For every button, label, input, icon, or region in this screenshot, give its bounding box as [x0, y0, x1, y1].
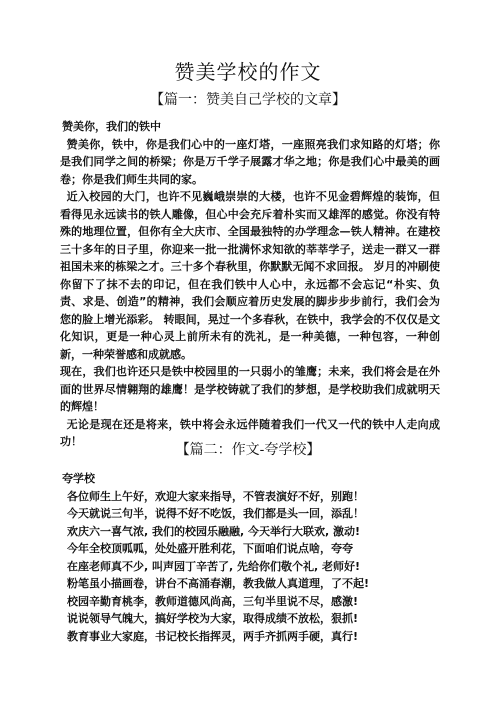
poem-line: 教育事业大家庭，书记校长指挥灵，两手齐抓两手硬，真行! [67, 629, 359, 643]
paragraph: 现在，我们也许还只是铁中校园里的一只弱小的雏鹰；未来，我们将会是在外面的世界尽情翱翔的雄鹰！是学校铸就了我们的梦想，是学校助我们成就明天的辉煌！ [60, 365, 440, 413]
poem-line: 今天就说三句半，说得不好不吃饭，我们都是头一回，添乱！ [67, 507, 364, 520]
document-title: 赞美学校的作文 [174, 60, 322, 84]
section-2-body [60, 470, 440, 645]
poem-line: 说说领导气魄大，搞好学校为大家，取得成绩不放松，狠抓! [67, 612, 359, 625]
section-heading-1: 【篇一：赞美自己学校的文章】 [150, 92, 346, 108]
poem-line: 欢庆六一喜气浓, 我们的校园乐融融, 今天举行大联欢, 激动! [67, 524, 361, 538]
section-1-subtitle: 赞美你，我们的铁中 [62, 120, 161, 133]
section-1-body [60, 118, 440, 451]
section-2-subtitle: 夸学校 [62, 472, 95, 485]
section-heading-2: 【篇二：作文-夸学校】 [175, 442, 321, 458]
poem-line: 各位师生上午好，欢迎大家来指导，不管表演好不好，别跑！ [67, 489, 364, 503]
paragraph: 赞美你，铁中，你是我们心中的一座灯塔，一座照亮我们求知路的灯塔；你是我们同学之间的桥梁；你是万千学子展露才华之地；你是我们心中最美的画卷；你是我们师生共同的家。 [60, 137, 440, 186]
paragraph: 无论是现在还是将来，铁中将会永远伴随着我们一代又一代的铁中人走向成功！ [60, 417, 440, 448]
poem-line: 粉笔虽小描画卷，讲台不高涌春潮，教我做人真道理，了不起! [67, 577, 370, 590]
poem-line: 校园辛勤育桃李，教师道德风尚高，三句半里说不尽，感激! [67, 594, 359, 608]
paragraph: 近入校园的大门，也许不见巍峨崇崇的大楼，也许不见金碧辉煌的装饰，但看得见永远读书的铁人雕像，但心中会充斥着朴实而又雄浑的感觉。你没有特殊的地理位置，但你有全大庆市、全国最独特的办学理念—铁人精神。在建校三十多年的日子里，你迎来一批一批满怀求知欲的莘莘学子，送走一群又一群祖国未来的栋梁之才。三十多个春秋里，你默默无闻不求回报。 岁月的冲刷使你留下了抹不去的印记，但在我们铁中人心中，永远都不会忘记“朴实、负责、求是、创造”的精神，我们会顺应着历史发展的脚步步步前行，我们会为您的脸上增光添彩。 转眼间，晃过一个多春秋，在铁中，我学会的不仅仅是文化知识，更是一种心灵上前所未有的洗礼，是一种美德，一种包容，一种创新，一种荣誉感和成就感。 [60, 190, 440, 361]
poem-line: 在座老师真不少, 叫声园丁辛苦了, 先给你们敬个礼, 老师好! [67, 559, 361, 573]
poem-line: 今年全校顶呱呱，处处盛开胜利花，下面咱们说点啥，夸夸 [67, 542, 353, 555]
